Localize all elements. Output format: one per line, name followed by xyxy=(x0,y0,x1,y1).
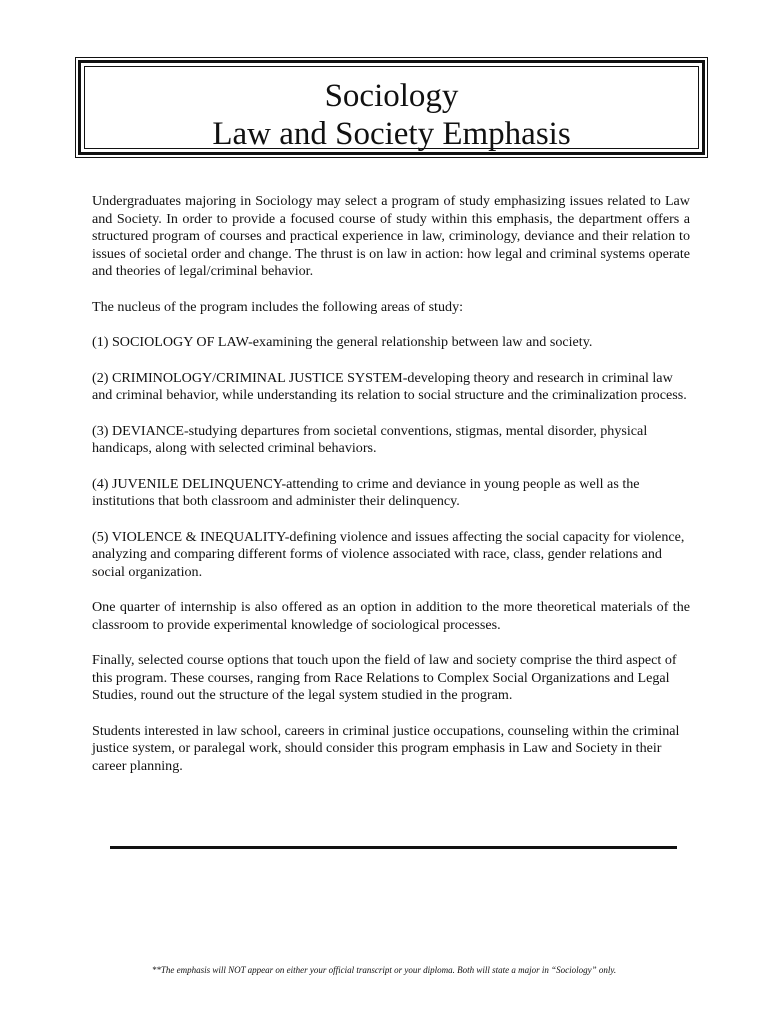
title-box xyxy=(78,60,705,155)
horizontal-divider xyxy=(110,846,677,849)
document-body xyxy=(92,193,690,793)
courses-paragraph: Finally, selected course options that touch upon the field of law and society comprise the third aspect of this program. These courses, ranging from Race Relations to Complex Social Organizations and Legal Studies, round out the structure of the legal system studied in the program. xyxy=(92,652,677,704)
area-item-juvenile-delinquency: (4) JUVENILE DELINQUENCY-attending to crime and deviance in young people as well as the institutions that both classroom and administer their delinquency. xyxy=(92,475,640,510)
page-subtitle: Law and Society Emphasis xyxy=(212,116,571,152)
area-item-violence-inequality: (5) VIOLENCE & INEQUALITY-defining violence and issues affecting the social capacity for violence, analyzing and comparing different forms of violence associated with race, class, gender relations and social organization. xyxy=(92,528,685,580)
page-title: Sociology xyxy=(324,78,459,114)
nucleus-paragraph: The nucleus of the program includes the following areas of study: xyxy=(92,298,464,315)
area-item-deviance: (3) DEVIANCE-studying departures from societal conventions, stigmas, mental disorder, physical handicaps, along with selected criminal behaviors. xyxy=(92,422,648,457)
intro-paragraph: Undergraduates majoring in Sociology may select a program of study emphasizing issues related to Law and Society. In order to provide a focused course of study within this emphasis, the department offers a structured program of courses and practical experience in law, criminology, deviance and their relation to issues of societal order and change. The thrust is on law in action: how legal and criminal systems operate and theories of legal/criminal behavior. xyxy=(92,193,690,280)
area-item-criminology: (2) CRIMINOLOGY/CRIMINAL JUSTICE SYSTEM-developing theory and research in criminal law and criminal behavior, while understanding its relation to social structure and the criminalization process. xyxy=(92,369,687,404)
internship-paragraph: One quarter of internship is also offered as an option in addition to the more theoretical materials of the classroom to provide experimental knowledge of sociological processes. xyxy=(92,599,690,633)
footnote: **The emphasis will NOT appear on either your official transcript or your diploma. Both will state a major in “Sociology” only. xyxy=(151,965,617,975)
area-item-sociology-of-law: (1) SOCIOLOGY OF LAW-examining the general relationship between law and society. xyxy=(92,334,593,351)
students-paragraph: Students interested in law school, careers in criminal justice occupations, counseling within the criminal justice system, or paralegal work, should consider this program emphasis in Law and Society in their career planning. xyxy=(92,722,680,774)
title-box-inner xyxy=(84,66,699,152)
